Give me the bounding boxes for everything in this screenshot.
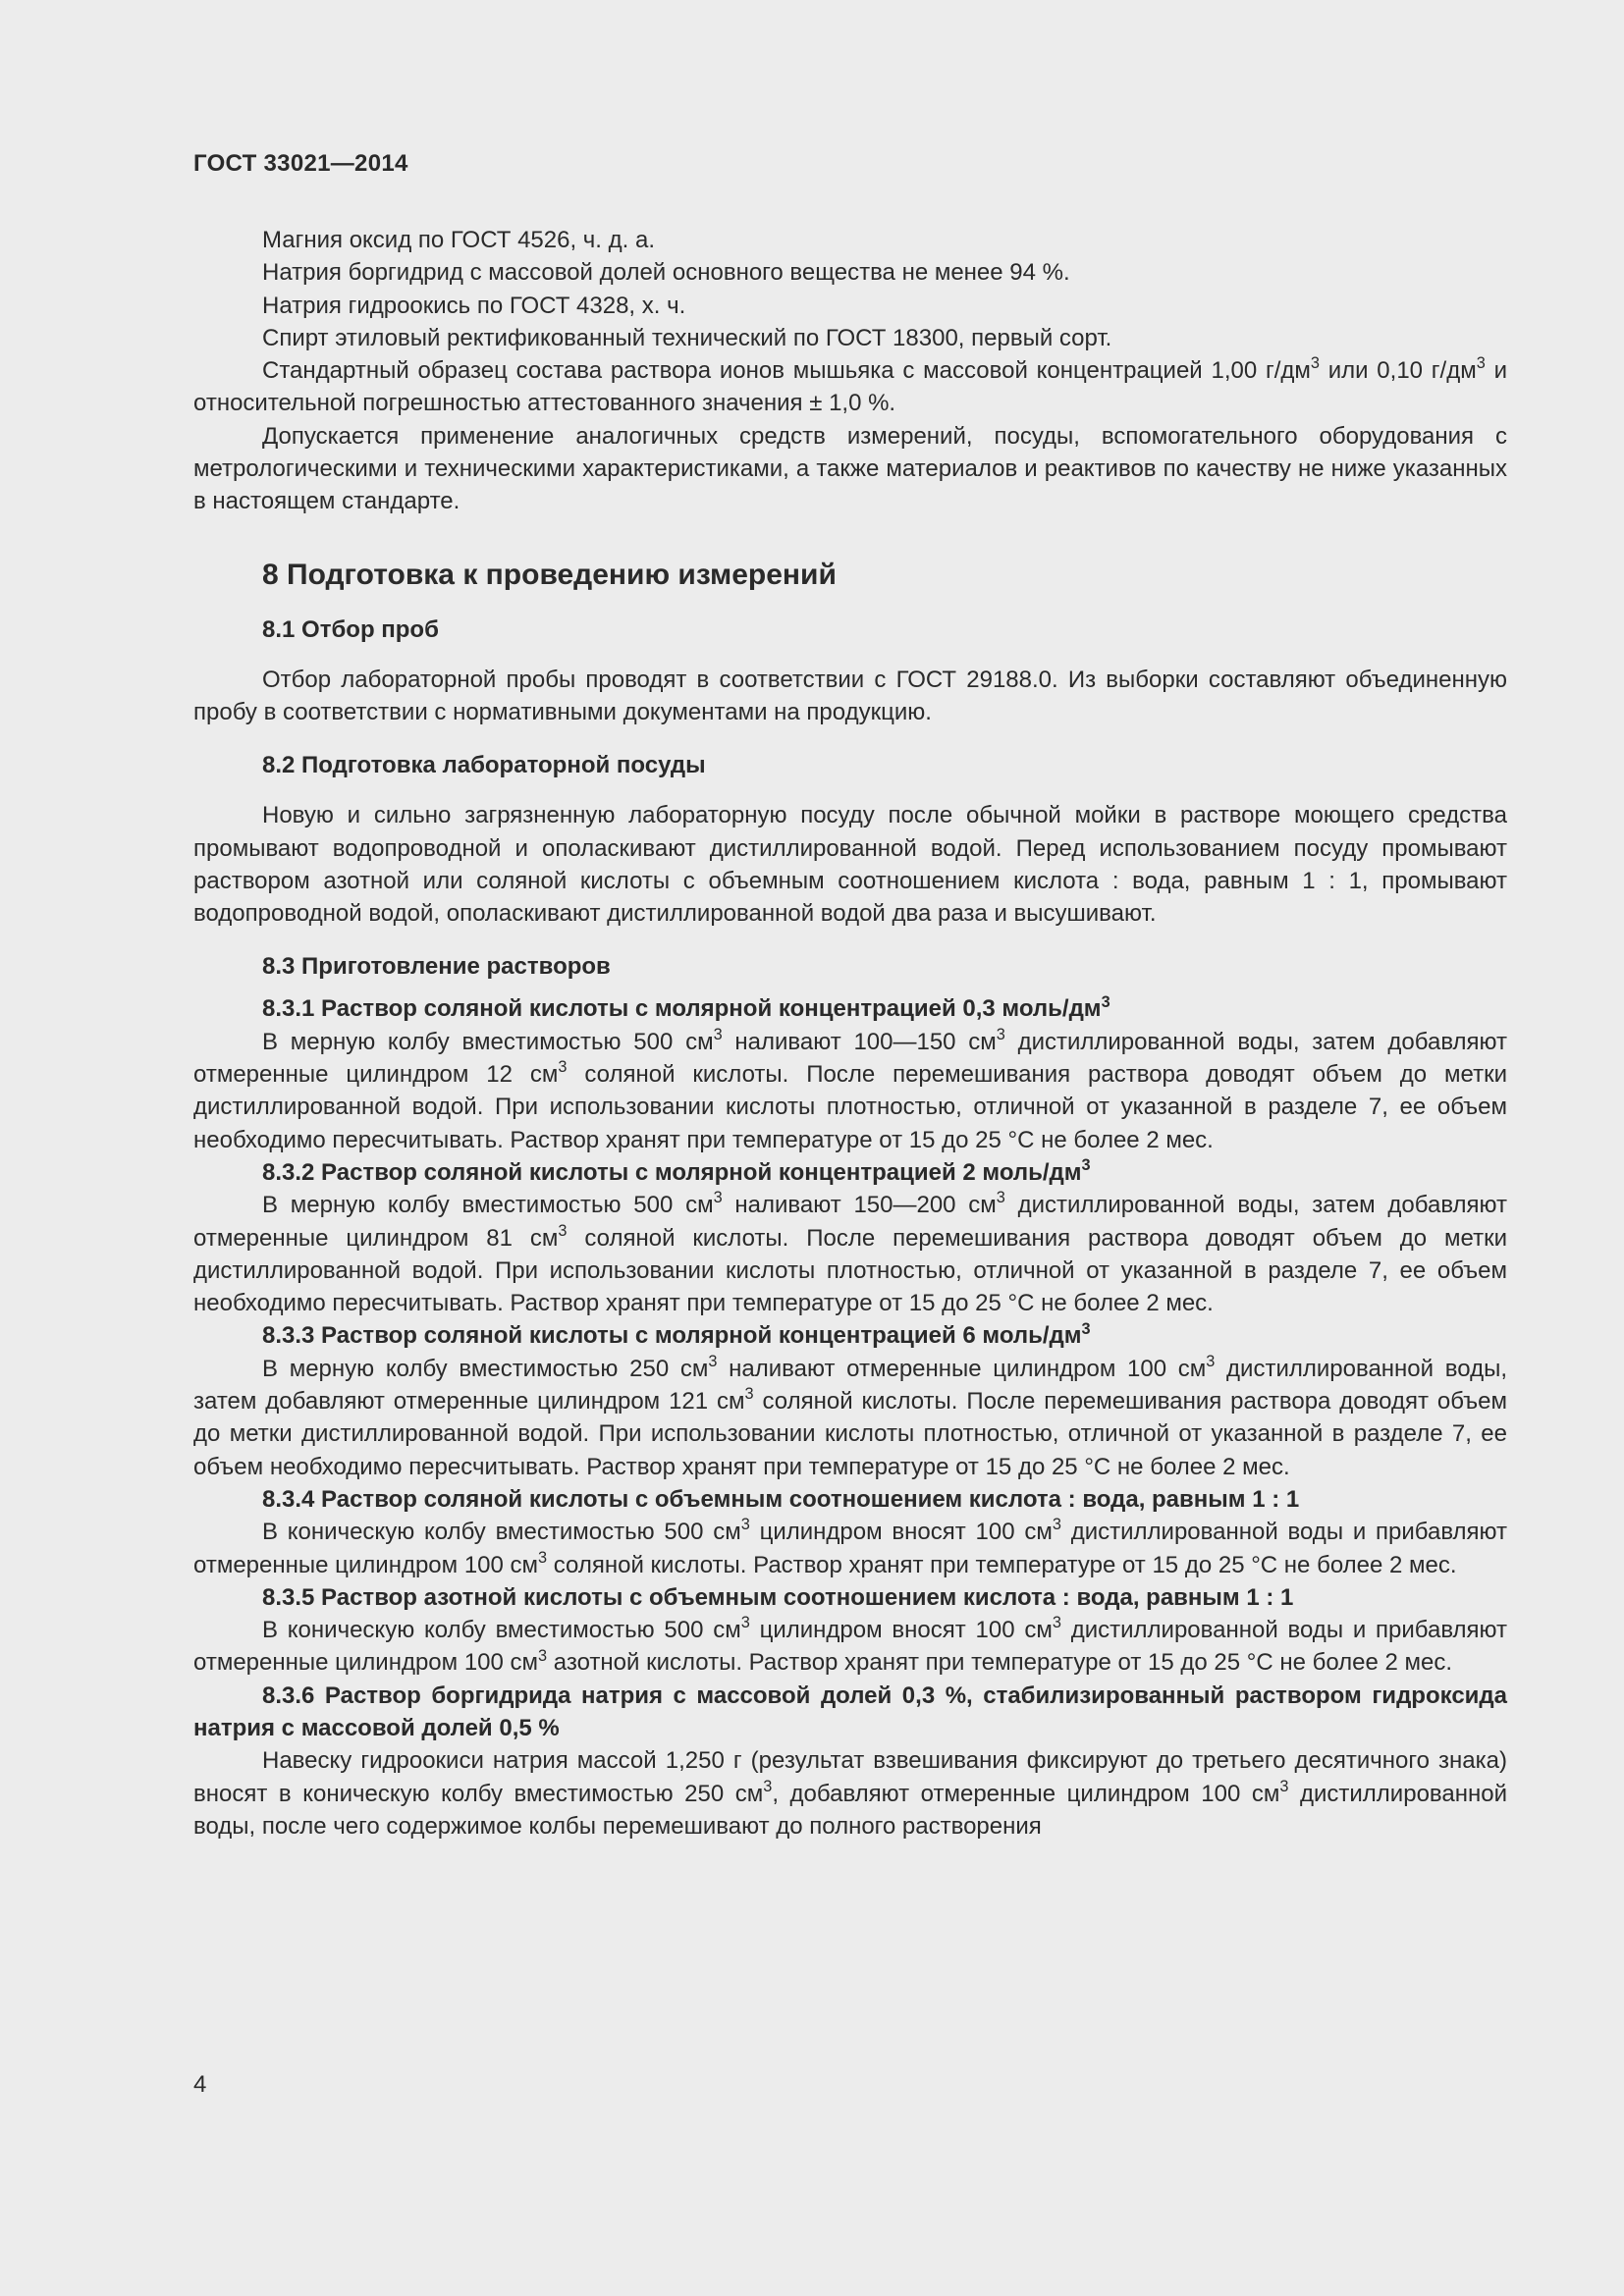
section-8-3-4-title: 8.3.4 Раствор соляной кислоты с объемным соотношением кислота : вода, равным 1 : 1 [262, 1485, 1300, 1513]
section-8-3-6-text: Навеску гидроокиси натрия массой 1,250 г (результат взвешивания фиксируют до третьего десятичного знака) вносят в коническую колбу вместимостью 250 $см^3$, добавляют отмеренные цилиндром 100 $см^3$ дистиллированной воды, после чего содержимое колбы перемешивают до полного растворения [193, 1747, 1507, 1840]
reagent-item: Спирт этиловый ректификованный технический по ГОСТ 18300, первый сорт. [262, 324, 1112, 351]
reagent-item: Натрия гидроокись по ГОСТ 4328, х. ч. [262, 292, 686, 319]
section-8-3-3-text: В мерную колбу вместимостью 250 $см^3$ наливают отмеренные цилиндром 100 $см^3$ дистиллированной воды, затем добавляют отмеренные цилиндром 121 $см^3$ соляной кислоты. После перемешивания раствора доводят объем до метки дистиллированной водой. При использовании кислоты плотностью, отличной от указанной в разделе 7, ее объем необходимо пересчитывать. Раствор хранят при температуре от 15 до 25 °С не более 2 мес. [193, 1352, 1508, 1480]
page-number: 4 [193, 2071, 207, 2098]
section-8-3-1-text: В мерную колбу вместимостью 500 $см^3$ наливают 100—150 $см^3$ дистиллированной воды, затем добавляют отмеренные цилиндром 12 $см^3$ соляной кислоты. После перемешивания раствора доводят объем до метки дистиллированной водой. При использовании кислоты плотностью, отличной от указанной в разделе 7, ее объем необходимо пересчитывать. Раствор хранят при температуре от 15 до 25 °С не более 2 мес. [193, 1025, 1507, 1153]
section-8-2-title: 8.2 Подготовка лабораторной посуды [262, 752, 706, 779]
section-8-1-title: 8.1 Отбор проб [262, 615, 439, 643]
equivalents-paragraph: Допускается применение аналогичных средств измерений, посуды, вспомогательного оборудования с метрологическими и техническими характеристиками, а также материалов и реактивов по качеству не ниже указанных в настоящем стандарте. [193, 422, 1507, 515]
section-8-3-2-title: 8.3.2 Раствор соляной кислоты с молярной концентрацией 2 моль/$дм^3$ [262, 1156, 1091, 1186]
section-8-title: 8 Подготовка к проведению измерений [262, 558, 837, 591]
section-8-3-5-text: В коническую колбу вместимостью 500 $см^3$ цилиндром вносят 100 $см^3$ дистиллированной воды и прибавляют отмеренные цилиндром 100 $см^3$ азотной кислоты. Раствор хранят при температуре от 15 до 25 °С не более 2 мес. [193, 1614, 1507, 1677]
document-body [193, 224, 1507, 1842]
standard-sample-paragraph: Стандартный образец состава раствора ионов мышьяка с массовой концентрацией 1,00 $г/дм^3$ или 0,10 $г/дм^3$ и относительной погрешностью аттестованного значения ± 1,0 %. [193, 354, 1507, 417]
reagent-item: Натрия боргидрид с массовой долей основного вещества не менее 94 %. [262, 259, 1070, 287]
reagent-item: Магния оксид по ГОСТ 4526, ч. д. а. [262, 227, 655, 253]
section-8-3-6-title: 8.3.6 Раствор боргидрида натрия с массовой долей 0,3 %, стабилизированный раствором гидроксида натрия с массовой долей 0,5 % [193, 1682, 1507, 1741]
section-8-3-2-text: В мерную колбу вместимостью 500 $см^3$ наливают 150—200 $см^3$ дистиллированной воды, затем добавляют отмеренные цилиндром 81 $см^3$ соляной кислоты. После перемешивания раствора доводят объем до метки дистиллированной водой. При использовании кислоты плотностью, отличной от указанной в разделе 7, ее объем необходимо пересчитывать. Раствор хранят при температуре от 15 до 25 °С не более 2 мес. [193, 1189, 1507, 1317]
section-8-3-3-title: 8.3.3 Раствор соляной кислоты с молярной концентрацией 6 моль/$дм^3$ [262, 1319, 1091, 1350]
document-header: ГОСТ 33021—2014 [193, 150, 408, 177]
section-8-3-title: 8.3 Приготовление растворов [262, 953, 611, 981]
section-8-3-4-text: В коническую колбу вместимостью 500 $см^3$ цилиндром вносят 100 $см^3$ дистиллированной воды и прибавляют отмеренные цилиндром 100 $см^3$ соляной кислоты. Раствор хранят при температуре от 15 до 25 °С не более 2 мес. [193, 1516, 1507, 1578]
section-8-3-5-title: 8.3.5 Раствор азотной кислоты с объемным соотношением кислота : вода, равным 1 : 1 [262, 1583, 1294, 1611]
section-8-2-text: Новую и сильно загрязненную лабораторную посуду после обычной мойки в растворе моющего средства промывают водопроводной и ополаскивают дистиллированной водой. Перед использованием посуду промывают раствором азотной или соляной кислоты с объемным соотношением кислота : вода, равным 1 : 1, промывают водопроводной водой, ополаскивают дистиллированной водой два раза и высушивают. [193, 802, 1507, 928]
section-8-3-1-title: 8.3.1 Раствор соляной кислоты с молярной концентрацией 0,3 моль/$дм^3$ [262, 992, 1110, 1023]
section-8-1-text: Отбор лабораторной пробы проводят в соответствии с ГОСТ 29188.0. Из выборки составляют объединенную пробу в соответствии с нормативными документами на продукцию. [193, 666, 1507, 725]
